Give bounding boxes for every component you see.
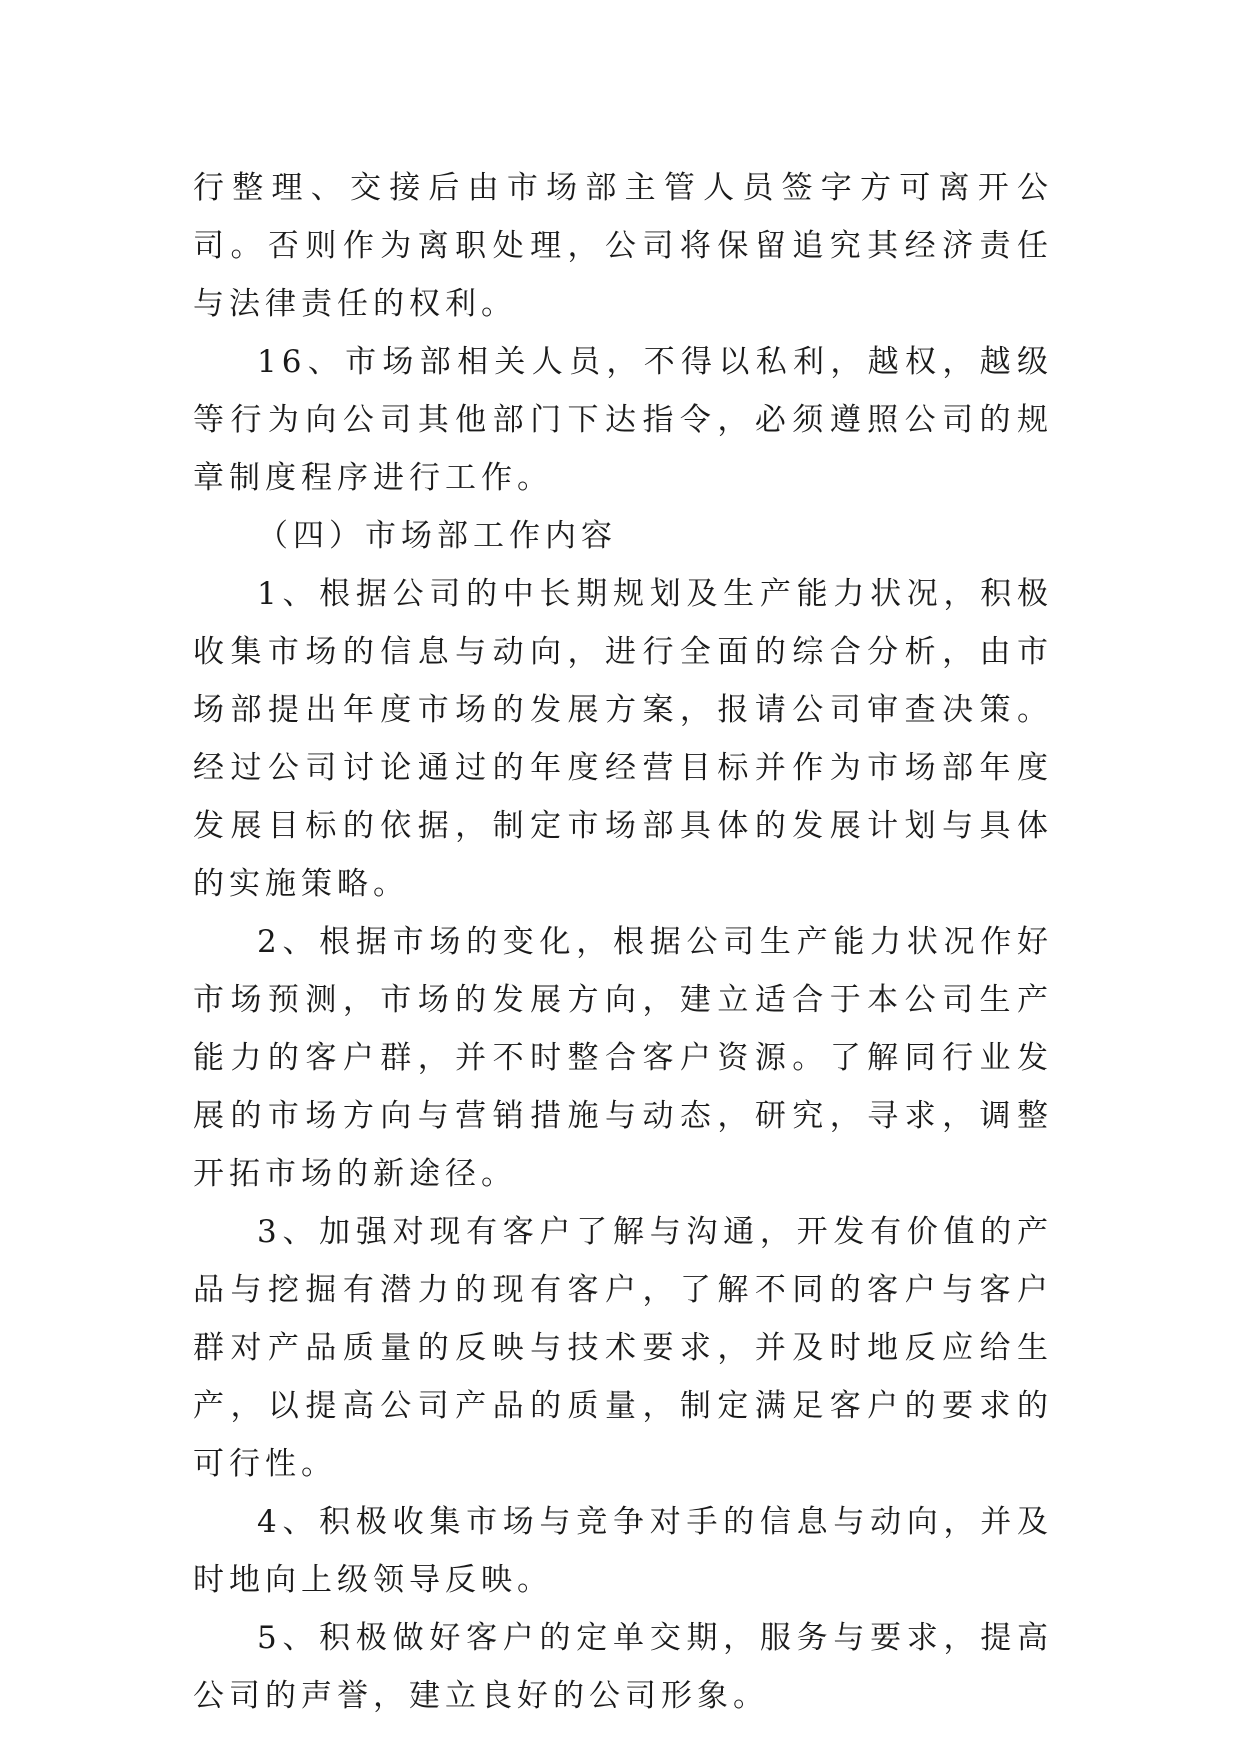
paragraph-item-5: 5、积极做好客户的定单交期，服务与要求，提高公司的声誉，建立良好的公司形象。 xyxy=(193,1620,1053,1714)
section-heading: （四）市场部工作内容 xyxy=(257,518,617,554)
paragraph-item-4: 4、积极收集市场与竞争对手的信息与动向，并及时地向上级领导反映。 xyxy=(193,1504,1053,1598)
paragraph-item-1: 1、根据公司的中长期规划及生产能力状况，积极收集市场的信息与动向，进行全面的综合分析，由市场部提出年度市场的发展方案，报请公司审查决策。经过公司讨论通过的年度经营目标并作为市场部年度发展目标的依据，制定市场部具体的发展计划与具体的实施策略。 xyxy=(193,576,1053,902)
paragraph-item-3: 3、加强对现有客户了解与沟通，开发有价值的产品与挖掘有潜力的现有客户，了解不同的客户与客户群对产品质量的反映与技术要求，并及时地反应给生产，以提高公司产品的质量，制定满足客户的要求的可行性。 xyxy=(193,1214,1053,1482)
paragraph-continuation: 行整理、交接后由市场部主管人员签字方可离开公司。否则作为离职处理，公司将保留追究其经济责任与法律责任的权利。 xyxy=(193,170,1053,322)
document-body xyxy=(193,159,1053,1725)
paragraph-item-16: 16、市场部相关人员，不得以私利，越权，越级等行为向公司其他部门下达指令，必须遵照公司的规章制度程序进行工作。 xyxy=(193,344,1053,496)
paragraph-item-2: 2、根据市场的变化，根据公司生产能力状况作好市场预测，市场的发展方向，建立适合于本公司生产能力的客户群，并不时整合客户资源。了解同行业发展的市场方向与营销措施与动态，研究，寻求，调整开拓市场的新途径。 xyxy=(193,924,1053,1192)
